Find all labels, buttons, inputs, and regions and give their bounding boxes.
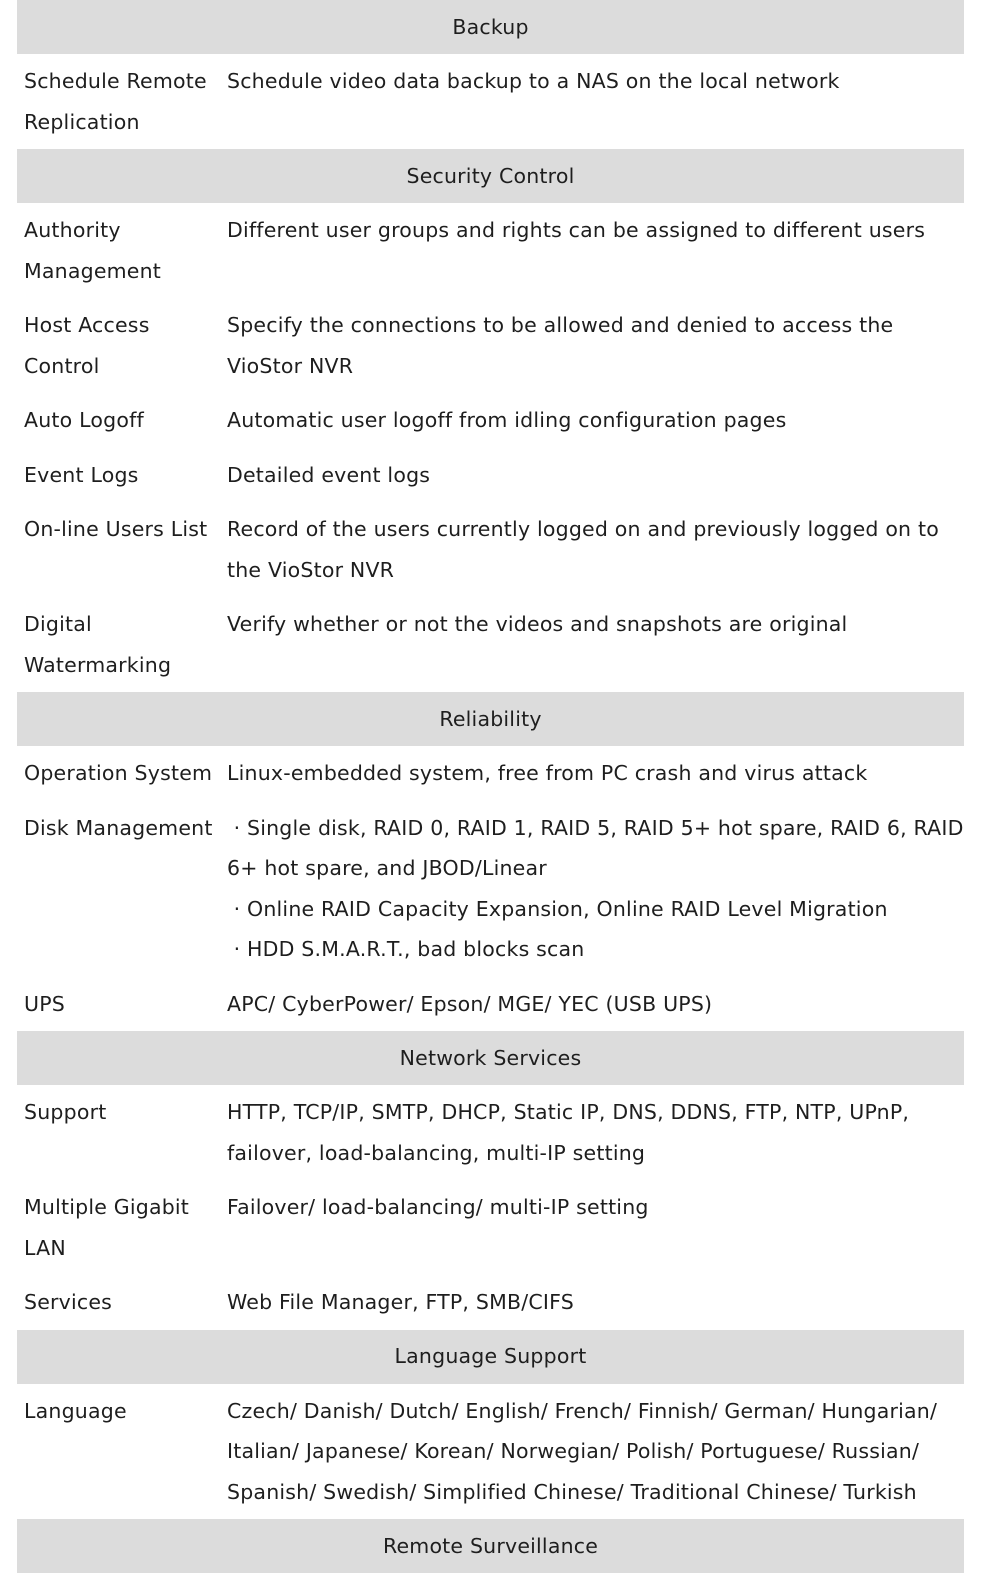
spec-row-ups (17, 977, 964, 1032)
bullet-item (227, 929, 964, 970)
spec-label: Support (24, 1100, 107, 1124)
spec-label: Event Logs (24, 462, 139, 487)
section-header-security-control (17, 149, 964, 203)
spec-row-language (17, 1384, 964, 1520)
spec-value: Automatic user logoff from idling configuration pages (227, 408, 787, 432)
spec-value: Verify whether or not the videos and snapshots are original (227, 612, 848, 636)
spec-row-authority-management (17, 203, 964, 298)
bullet-glyph: · (233, 896, 241, 921)
spec-value: Detailed event logs (227, 462, 431, 487)
spec-label: Operation System (24, 761, 213, 785)
spec-row-disk-management (17, 801, 964, 977)
spec-value: Linux-embedded system, free from PC crash and virus attack (227, 761, 868, 785)
spec-value: Different user groups and rights can be assigned to different users (227, 218, 926, 242)
spec-value: Web File Manager, FTP, SMB/CIFS (227, 1290, 574, 1314)
bullet-text: Online RAID Capacity Expansion, Online RAID Level Migration (247, 896, 888, 921)
section-title: Network Services (399, 1045, 582, 1070)
section-title: Security Control (406, 163, 575, 188)
spec-label: Multiple Gigabit LAN (24, 1195, 190, 1260)
bullet-glyph: · (233, 815, 241, 840)
bullet-item (227, 889, 964, 930)
spec-row-digital-watermarking (17, 597, 964, 692)
bullet-item (227, 808, 964, 889)
section-header-reliability (17, 692, 964, 746)
spec-label: UPS (24, 991, 65, 1016)
spec-row-event-logs (17, 448, 964, 503)
spec-value: APC/ CyberPower/ Epson/ MGE/ YEC (USB UPS) (227, 991, 713, 1016)
spec-value: Failover/ load-balancing/ multi-IP setting (227, 1195, 649, 1219)
section-title: Remote Surveillance (382, 1533, 599, 1558)
spec-label: Disk Management (24, 815, 213, 840)
section-header-backup (17, 0, 964, 54)
bullet-text: Single disk, RAID 0, RAID 1, RAID 5, RAID 5+ hot spare, RAID 6, RAID 6+ hot spare, and JBOD/Linear (227, 815, 964, 880)
spec-label: Schedule Remote Replication (24, 69, 207, 134)
spec-label: Digital Watermarking (24, 612, 172, 677)
spec-label: Language (24, 1398, 127, 1423)
spec-value: Czech/ Danish/ Dutch/ English/ French/ Finnish/ German/ Hungarian/ Italian/ Japanese/ Korean/ Norwegian/ Polish/ Portuguese/ Russian/ Spanish/ Swedish/ Simplified Chinese/ Traditional Chinese/ Turkish (227, 1398, 938, 1504)
spec-value: Record of the users currently logged on and previously logged on to the VioStor NVR (227, 517, 939, 582)
spec-label: Services (24, 1290, 113, 1314)
section-title: Language Support (394, 1344, 587, 1369)
bullet-text: HDD S.M.A.R.T., bad blocks scan (247, 937, 585, 961)
spec-label: Host Access Control (24, 313, 150, 378)
spec-row-auto-logoff (17, 393, 964, 448)
spec-row-support (17, 1085, 964, 1180)
section-title: Reliability (439, 706, 542, 731)
spec-value-bullet-list (227, 808, 964, 970)
spec-value: Schedule video data backup to a NAS on the local network (227, 69, 840, 93)
spec-row-operation-system (17, 746, 964, 801)
spec-label: Auto Logoff (24, 408, 144, 432)
section-header-remote-surveillance (17, 1519, 964, 1573)
spec-label: On-line Users List (24, 517, 208, 541)
spec-row-online-users-list (17, 502, 964, 597)
section-title: Backup (452, 14, 529, 39)
spec-value: HTTP, TCP/IP, SMTP, DHCP, Static IP, DNS, DDNS, FTP, NTP, UPnP, failover, load-balancing, multi-IP setting (227, 1100, 910, 1165)
spec-row-services (17, 1275, 964, 1330)
spec-row-schedule-remote-replication (17, 54, 964, 149)
section-header-language-support (17, 1330, 964, 1384)
spec-row-host-access-control (17, 298, 964, 393)
spec-table (17, 0, 964, 1573)
spec-label: Authority Management (24, 218, 162, 283)
section-header-network-services (17, 1031, 964, 1085)
bullet-glyph: · (233, 937, 241, 961)
spec-row-multiple-gigabit-lan (17, 1180, 964, 1275)
spec-value: Specify the connections to be allowed and denied to access the VioStor NVR (227, 313, 894, 378)
